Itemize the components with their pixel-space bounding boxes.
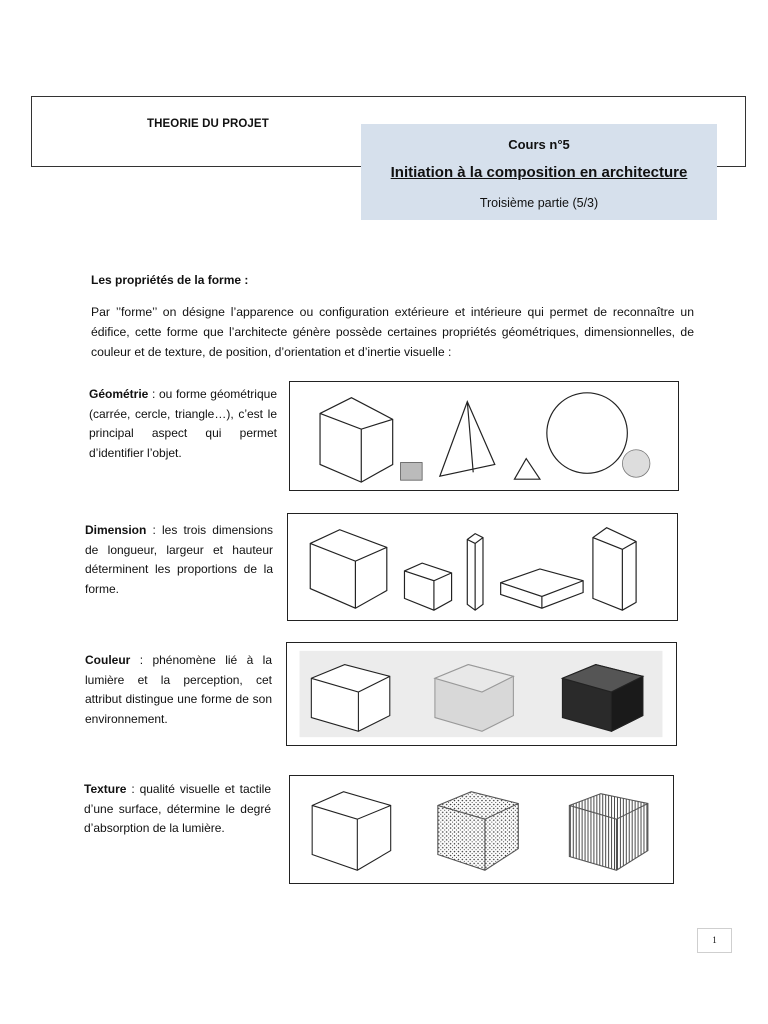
property-geometry-text bbox=[89, 385, 277, 463]
page-number: 1 bbox=[697, 928, 732, 953]
geometry-shapes-drawing bbox=[290, 382, 678, 490]
course-number: Cours n°5 bbox=[508, 137, 570, 152]
property-description: : ou forme géométrique (carrée, cercle, triangle…), c’est le principal aspect qui permet d’identifier l’objet. bbox=[89, 387, 277, 460]
property-term: Couleur bbox=[85, 653, 131, 667]
property-description: : les trois dimensions de longueur, largeur et hauteur déterminent les proportions de la forme. bbox=[85, 523, 273, 596]
intro-paragraph: Par ’’forme’’ on désigne l’apparence ou configuration extérieure et intérieure qui permet de reconnaître un édifice, cette forme que l’architecte génère possède certaines propriétés géométriques, dimensionnelles, de couleur et de texture, de position, d’orientation et d’inertie visuelle : bbox=[91, 305, 694, 359]
property-term: Géométrie bbox=[89, 387, 149, 401]
dimension-shapes-drawing bbox=[288, 514, 677, 620]
property-color-text bbox=[85, 651, 272, 729]
property-description: : phénomène lié à la lumière et la perception, cet attribut distingue une forme de son environnement. bbox=[85, 653, 272, 726]
property-term: Texture bbox=[84, 782, 127, 796]
property-description: : qualité visuelle et tactile d’une surface, détermine le degré d’absorption de la lumière. bbox=[84, 782, 271, 835]
property-term: Dimension bbox=[85, 523, 147, 537]
section-title: Les propriétés de la forme : bbox=[91, 273, 249, 287]
color-cubes-drawing bbox=[287, 643, 676, 745]
property-texture-text bbox=[84, 780, 271, 839]
geometry-illustration bbox=[289, 381, 679, 491]
course-title: Initiation à la composition en architecture bbox=[390, 164, 688, 181]
property-dimension-text bbox=[85, 521, 273, 599]
texture-illustration bbox=[289, 775, 674, 884]
course-subject-label: THEORIE DU PROJET bbox=[147, 118, 269, 130]
course-title-box bbox=[361, 124, 717, 220]
dimension-illustration bbox=[287, 513, 678, 621]
course-part: Troisième partie (5/3) bbox=[479, 196, 599, 210]
texture-cubes-drawing bbox=[290, 776, 673, 883]
color-illustration bbox=[286, 642, 677, 746]
